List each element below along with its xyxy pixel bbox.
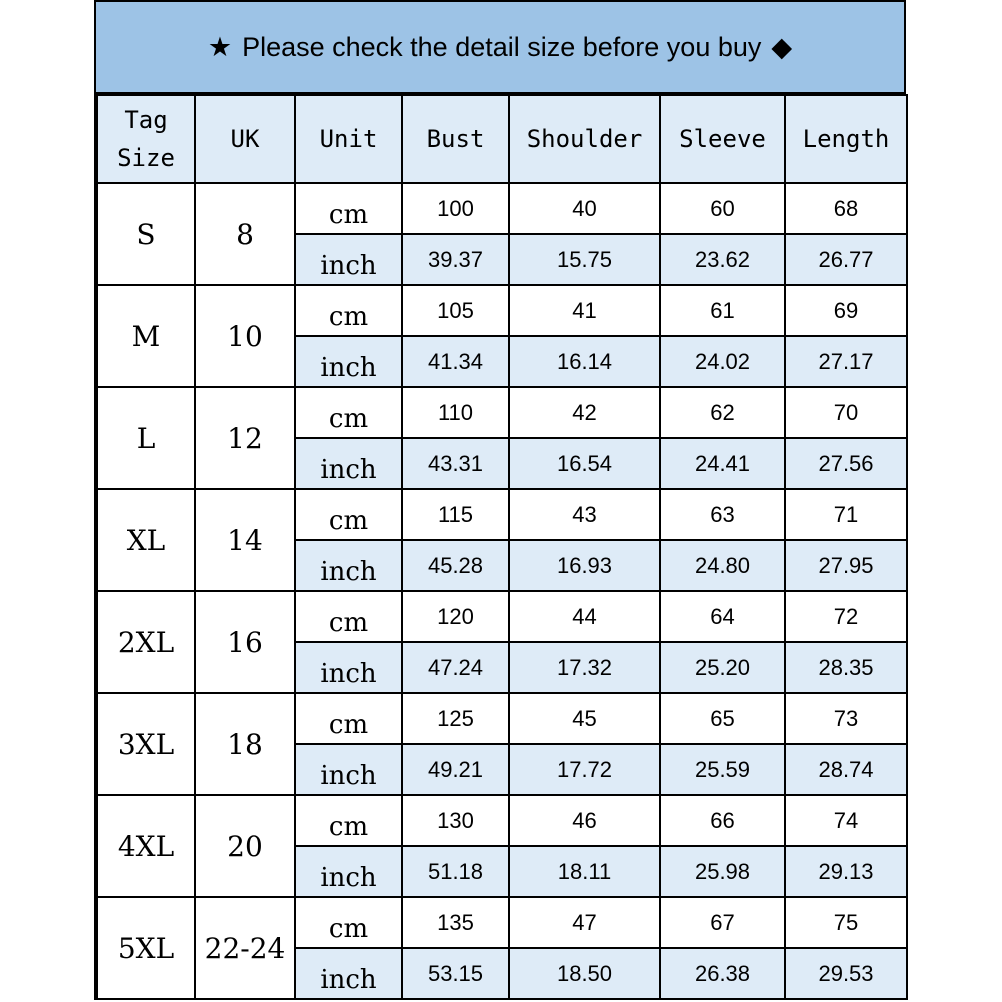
table-row [97,795,907,846]
shoulder-value-cell: 40 [509,183,660,234]
header-sleeve: Sleeve [660,95,785,183]
unit-label: inch [320,250,377,281]
table-row [97,897,907,948]
star-icon: ★ [207,31,233,62]
shoulder-value-cell: 17.72 [509,744,660,795]
sleeve-value-cell: 23.62 [660,234,785,285]
unit-cell [295,846,402,897]
header-bust: Bust [402,95,509,183]
length-value-cell: 28.74 [785,744,907,795]
tag-size-cell: M [97,285,195,387]
unit-label: inch [320,964,377,995]
sleeve-value-cell: 62 [660,387,785,438]
tag-size-cell: XL [97,489,195,591]
bust-value-cell: 125 [402,693,509,744]
unit-label: cm [328,913,369,944]
sleeve-value-cell: 25.59 [660,744,785,795]
sleeve-value-cell: 67 [660,897,785,948]
shoulder-value-cell: 16.54 [509,438,660,489]
unit-cell [295,183,402,234]
unit-label: inch [320,352,377,383]
length-value-cell: 29.13 [785,846,907,897]
bust-value-cell: 135 [402,897,509,948]
sleeve-value-cell: 25.20 [660,642,785,693]
tag-size-cell: 5XL [97,897,195,999]
size-table [96,94,908,1000]
uk-size-cell: 14 [195,489,295,591]
bust-value-cell: 39.37 [402,234,509,285]
table-row [97,285,907,336]
uk-size-cell: 10 [195,285,295,387]
table-row [97,183,907,234]
unit-cell [295,897,402,948]
length-value-cell: 26.77 [785,234,907,285]
diamond-icon: ◆ [771,31,793,62]
tag-size-cell: 3XL [97,693,195,795]
shoulder-value-cell: 41 [509,285,660,336]
sleeve-value-cell: 26.38 [660,948,785,999]
unit-cell [295,948,402,999]
header-shoulder: Shoulder [509,95,660,183]
shoulder-value-cell: 44 [509,591,660,642]
header-tag-size-label: Tag Size [117,106,175,172]
unit-label: inch [320,862,377,893]
unit-cell [295,387,402,438]
shoulder-value-cell: 16.93 [509,540,660,591]
table-row [97,693,907,744]
bust-value-cell: 110 [402,387,509,438]
shoulder-value-cell: 15.75 [509,234,660,285]
unit-label: cm [328,199,369,230]
unit-cell [295,693,402,744]
unit-label: cm [328,607,369,638]
unit-label: cm [328,505,369,536]
bust-value-cell: 105 [402,285,509,336]
length-value-cell: 69 [785,285,907,336]
bust-value-cell: 130 [402,795,509,846]
bust-value-cell: 47.24 [402,642,509,693]
sleeve-value-cell: 60 [660,183,785,234]
header-tag-size [97,95,195,183]
sleeve-value-cell: 63 [660,489,785,540]
shoulder-value-cell: 43 [509,489,660,540]
unit-cell [295,540,402,591]
bust-value-cell: 49.21 [402,744,509,795]
unit-label: cm [328,403,369,434]
unit-label: cm [328,709,369,740]
length-value-cell: 68 [785,183,907,234]
bust-value-cell: 41.34 [402,336,509,387]
unit-cell [295,744,402,795]
unit-cell [295,285,402,336]
sleeve-value-cell: 24.02 [660,336,785,387]
bust-value-cell: 51.18 [402,846,509,897]
table-row [97,591,907,642]
sleeve-value-cell: 25.98 [660,846,785,897]
unit-cell [295,489,402,540]
table-row [97,489,907,540]
header-unit: Unit [295,95,402,183]
length-value-cell: 75 [785,897,907,948]
uk-size-cell: 18 [195,693,295,795]
uk-size-cell: 12 [195,387,295,489]
unit-cell [295,642,402,693]
tag-size-cell: S [97,183,195,285]
unit-label: inch [320,556,377,587]
length-value-cell: 70 [785,387,907,438]
shoulder-value-cell: 42 [509,387,660,438]
banner-text: Please check the detail size before you buy [242,31,762,62]
size-chart-banner [96,2,904,94]
tag-size-cell: L [97,387,195,489]
tag-size-cell: 2XL [97,591,195,693]
shoulder-value-cell: 18.11 [509,846,660,897]
shoulder-value-cell: 47 [509,897,660,948]
uk-size-cell: 22-24 [195,897,295,999]
length-value-cell: 72 [785,591,907,642]
bust-value-cell: 45.28 [402,540,509,591]
size-chart [94,0,906,1000]
unit-cell [295,234,402,285]
shoulder-value-cell: 17.32 [509,642,660,693]
bust-value-cell: 120 [402,591,509,642]
unit-label: inch [320,454,377,485]
uk-size-cell: 16 [195,591,295,693]
length-value-cell: 71 [785,489,907,540]
length-value-cell: 73 [785,693,907,744]
bust-value-cell: 43.31 [402,438,509,489]
unit-cell [295,336,402,387]
unit-cell [295,438,402,489]
tag-size-cell: 4XL [97,795,195,897]
length-value-cell: 27.56 [785,438,907,489]
unit-cell [295,795,402,846]
shoulder-value-cell: 46 [509,795,660,846]
header-uk: UK [195,95,295,183]
header-length: Length [785,95,907,183]
sleeve-value-cell: 65 [660,693,785,744]
length-value-cell: 28.35 [785,642,907,693]
unit-label: inch [320,658,377,689]
sleeve-value-cell: 66 [660,795,785,846]
shoulder-value-cell: 45 [509,693,660,744]
header-row [97,95,907,183]
bust-value-cell: 115 [402,489,509,540]
table-row [97,387,907,438]
unit-label: cm [328,811,369,842]
length-value-cell: 29.53 [785,948,907,999]
bust-value-cell: 100 [402,183,509,234]
sleeve-value-cell: 24.41 [660,438,785,489]
unit-label: cm [328,301,369,332]
shoulder-value-cell: 16.14 [509,336,660,387]
unit-cell [295,591,402,642]
bust-value-cell: 53.15 [402,948,509,999]
sleeve-value-cell: 24.80 [660,540,785,591]
sleeve-value-cell: 64 [660,591,785,642]
sleeve-value-cell: 61 [660,285,785,336]
length-value-cell: 27.17 [785,336,907,387]
uk-size-cell: 20 [195,795,295,897]
unit-label: inch [320,760,377,791]
length-value-cell: 27.95 [785,540,907,591]
length-value-cell: 74 [785,795,907,846]
shoulder-value-cell: 18.50 [509,948,660,999]
uk-size-cell: 8 [195,183,295,285]
